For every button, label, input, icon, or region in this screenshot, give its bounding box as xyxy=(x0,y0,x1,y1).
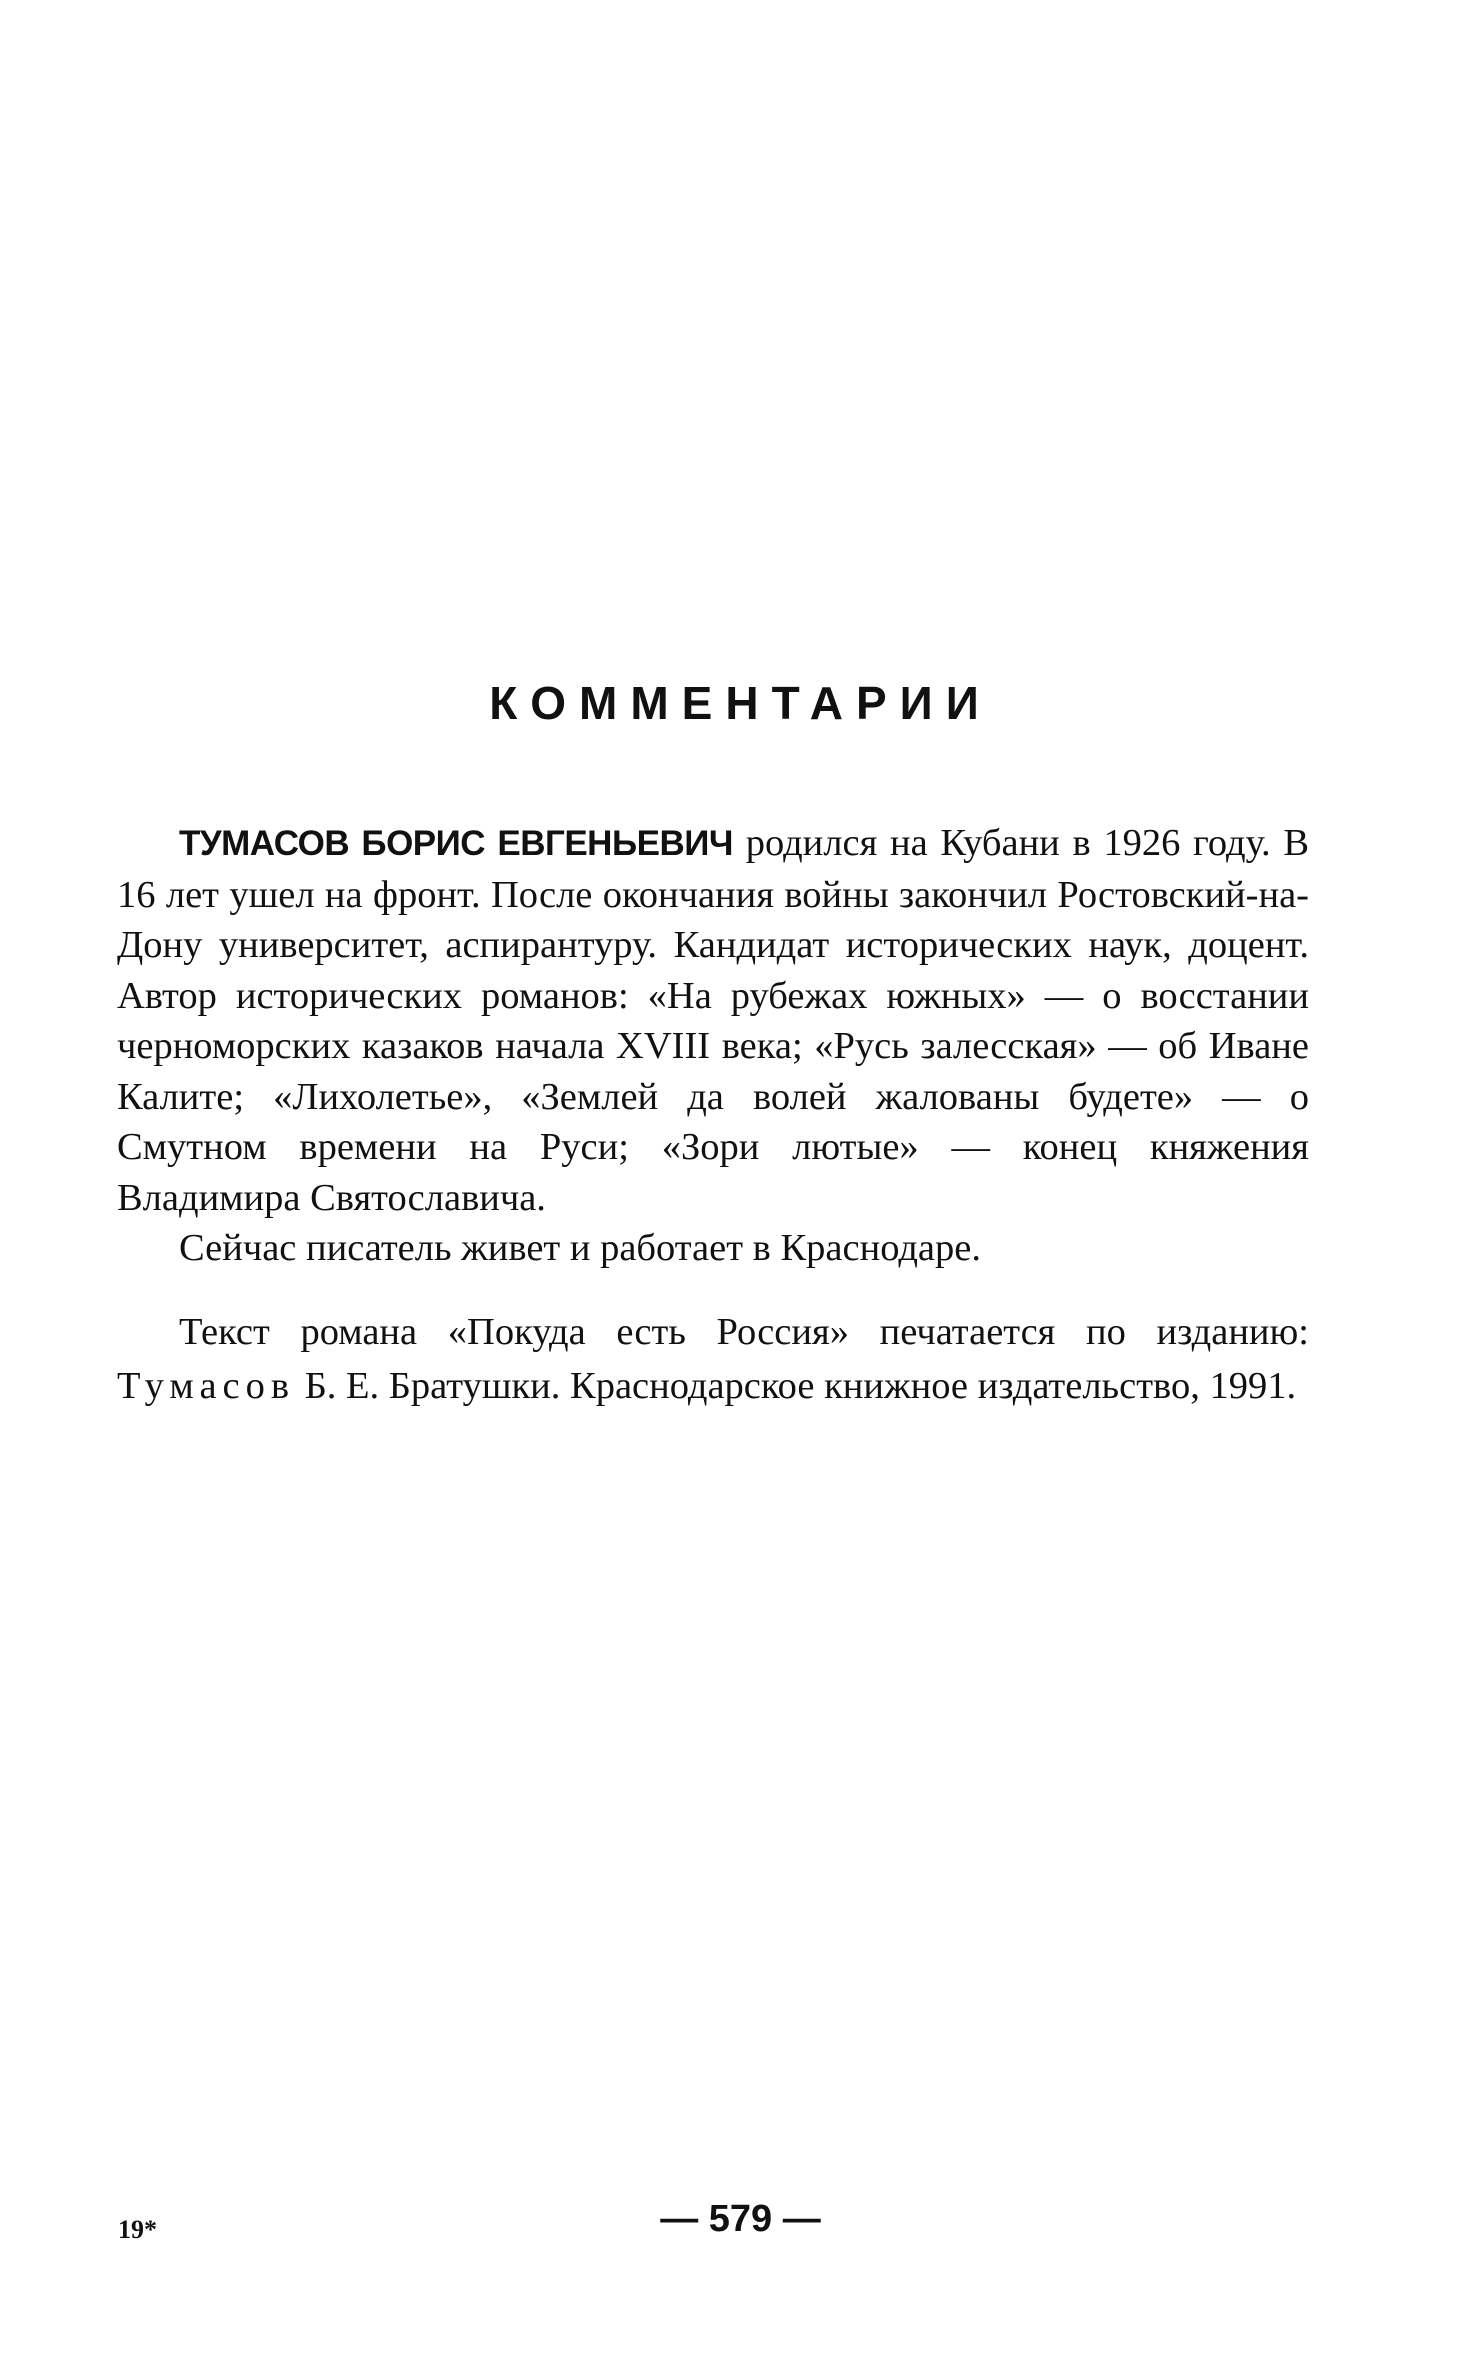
edition-note-source: Б. Е. Братушки. Краснодарское книжное издательство, 1991. xyxy=(304,1365,1297,1407)
signature-mark: 19* xyxy=(118,2215,157,2244)
edition-note-prefix: Текст романа «Покуда есть Россия» печатается по изданию: xyxy=(179,1311,1309,1353)
author-name: ТУМАСОВ БОРИС ЕВГЕНЬЕВИЧ xyxy=(179,824,733,863)
edition-note xyxy=(117,1305,1309,1413)
author-biography xyxy=(117,818,1309,1274)
page-title: КОММЕНТАРИИ xyxy=(489,677,992,729)
page-number: — 579 — xyxy=(660,2198,821,2240)
biography-paragraph-1 xyxy=(117,818,1309,1223)
biography-paragraph-2: Сейчас писатель живет и работает в Краснодаре. xyxy=(179,1227,981,1269)
biography-paragraph-1-text: родился на Кубани в 1926 году. В 16 лет ушел на фронт. После окончания войны закончил Ростовский-на-Дону университет, аспирантуру. Кандидат исторических наук, доцент. Автор исторических романов: «На рубежах южных» — о восстании черноморских казаков начала XVIII века; «Русь залесская» — об Иване Калите; «Лихолетье», «Землей да волей жалованы будете» — о Смутном времени на Руси; «Зори лютые» — конец княжения Владимира Святославича. xyxy=(117,822,1309,1219)
edition-note-author: Тумасов xyxy=(117,1365,296,1407)
